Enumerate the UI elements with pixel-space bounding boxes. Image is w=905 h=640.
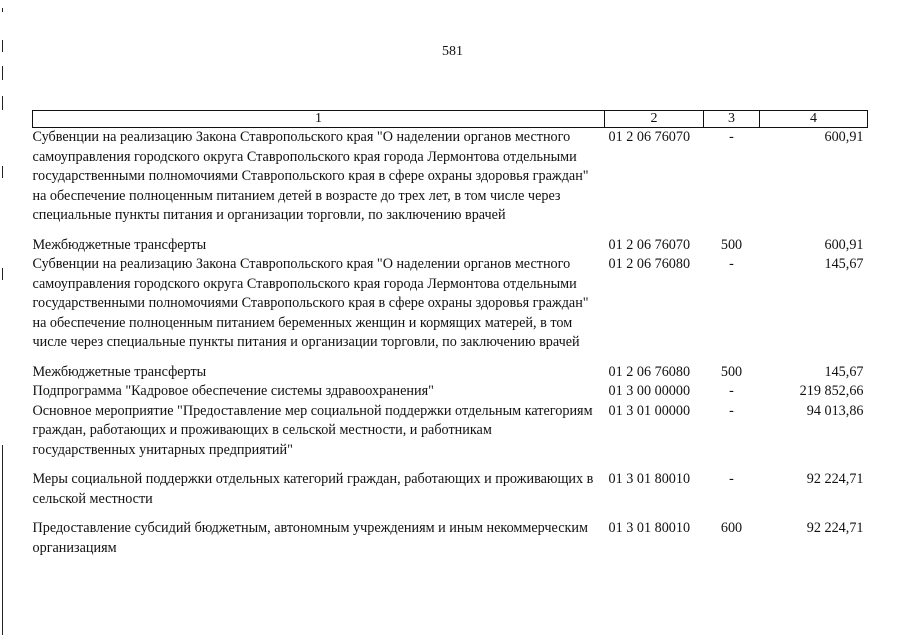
row-name: Предоставление субсидий бюджетным, автономным учреждениям и иным некоммерческим организациям <box>32 520 588 556</box>
row-amount: 92 224,71 <box>806 520 864 536</box>
row-code: 01 2 06 76070 <box>608 236 691 253</box>
row-name: Субвенции на реализацию Закона Ставропольского края "О наделении органов местного самоуправления городского округа Ставропольского края города Лермонтова отдельными государственными полномочиями Ставропольского края в сфере охраны здоровья граждан" на обеспечение полноценным питанием детей в возрасте до трех лет, в том числе через специальные пункты питания и организации торговли, по заключению врачей <box>32 129 589 223</box>
row-name: Подпрограмма "Кадровое обеспечение системы здравоохранения" <box>32 383 434 399</box>
row-type: 600 <box>720 520 743 536</box>
row-code: 01 2 06 76080 <box>608 363 691 380</box>
margin-line <box>2 96 3 110</box>
table-row <box>33 382 868 402</box>
row-name: Меры социальной поддержки отдельных категорий граждан, работающих и проживающих в сельской местности <box>32 471 594 507</box>
table-row <box>33 255 868 363</box>
row-type: - <box>729 471 734 487</box>
row-amount: 600,91 <box>824 236 864 253</box>
row-name: Субвенции на реализацию Закона Ставропольского края "О наделении органов местного самоуправления городского округа Ставропольского края города Лермонтова отдельными государственными полномочиями Ставропольского края в сфере охраны здоровья граждан" на обеспечение полноценным питанием беременных женщин и кормящих матерей, в том числе через специальные пункты питания и организации торговли, по заключению врачей <box>32 256 589 350</box>
budget-table <box>32 110 868 558</box>
table-row <box>33 236 868 256</box>
row-name: Основное мероприятие "Предоставление мер социальной поддержки отдельным категориям граждан, работающих и проживающих в сельской местности, и работникам государственных унитарных предприятий" <box>32 402 593 458</box>
row-type: - <box>729 383 734 399</box>
row-code: 01 3 01 80010 <box>608 471 691 487</box>
row-type: - <box>729 129 734 145</box>
margin-line <box>2 166 3 178</box>
row-code: 01 2 06 76080 <box>608 256 691 272</box>
table-row <box>33 519 868 558</box>
column-header-amount: 4 <box>760 111 868 128</box>
table-row <box>33 363 868 383</box>
row-name: Межбюджетные трансферты <box>32 236 207 253</box>
margin-line <box>2 445 3 635</box>
row-amount: 145,67 <box>824 363 864 380</box>
row-name: Межбюджетные трансферты <box>32 363 207 380</box>
row-code: 01 3 01 80010 <box>608 520 691 536</box>
column-header-name: 1 <box>33 111 605 128</box>
row-amount: 92 224,71 <box>806 471 864 487</box>
row-type: 500 <box>720 363 743 380</box>
table-row <box>33 470 868 519</box>
row-amount: 145,67 <box>824 256 864 272</box>
margin-line <box>2 66 3 80</box>
row-type: - <box>729 256 734 272</box>
row-code: 01 3 01 00000 <box>608 402 691 419</box>
row-amount: 94 013,86 <box>806 402 864 419</box>
table-row <box>33 128 868 236</box>
row-code: 01 2 06 76070 <box>608 129 691 145</box>
row-code: 01 3 00 00000 <box>608 383 691 399</box>
margin-line <box>2 8 3 12</box>
page-number: 581 <box>442 44 463 59</box>
row-amount: 219 852,66 <box>799 383 864 399</box>
row-type: 500 <box>720 236 743 253</box>
table-row <box>33 402 868 471</box>
column-header-type: 3 <box>704 111 760 128</box>
table-header-row <box>33 111 868 128</box>
margin-line <box>2 268 3 280</box>
column-header-code: 2 <box>605 111 704 128</box>
row-amount: 600,91 <box>824 129 864 145</box>
row-type: - <box>729 402 734 419</box>
